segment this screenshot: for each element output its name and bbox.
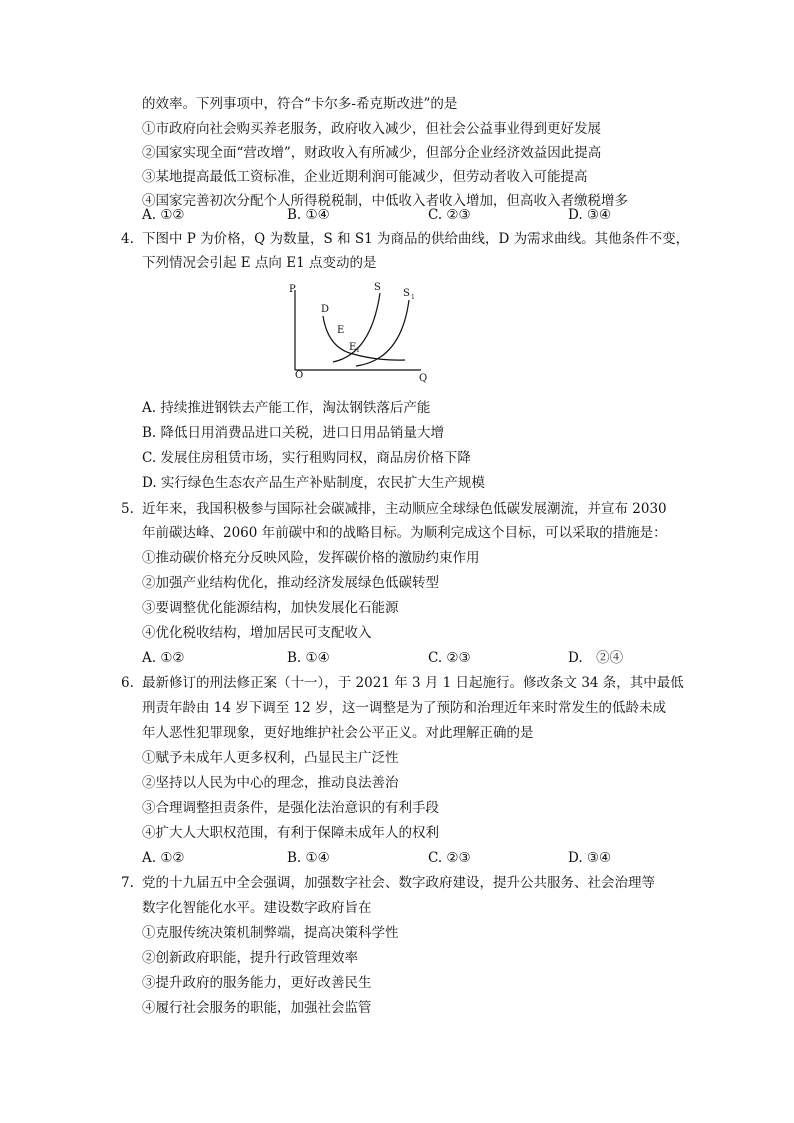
q3-option-a[interactable]: A. ①② xyxy=(142,207,185,223)
q3-item-4: ④国家完善初次分配个人所得税税制，中低收入者收入增加，但高收入者缴税增多 xyxy=(142,193,628,209)
q5-stem-line-1: 近年来，我国积极参与国际社会碳减排，主动顺应全球绿色低碳发展潮流，并宣布 2030 xyxy=(142,501,667,517)
point-label-e1: E xyxy=(349,342,357,353)
q3-option-d[interactable]: D. ③④ xyxy=(568,207,612,223)
q3-item-1: ①市政府向社会购买养老服务，政府收入减少，但社会公益事业得到更好发展 xyxy=(142,121,601,137)
q7-number: 7. xyxy=(121,875,134,891)
q6-stem-line-2: 刑责年龄由 14 岁下调至 12 岁，这一调整是为了预防和治理近年来时常发生的低龄未成 xyxy=(142,700,667,716)
q7-item-1: ①克服传统决策机制弊端，提高决策科学性 xyxy=(142,925,399,941)
q6-option-d[interactable]: D. ③④ xyxy=(568,850,612,866)
q7-item-4: ④履行社会服务的职能，加强社会监管 xyxy=(142,1000,372,1016)
q5-stem-line-2: 年前碳达峰、2060 年前碳中和的战略目标。为顺利完成这个目标，可以采取的措施是： xyxy=(142,525,667,541)
q6-option-c[interactable]: C. ②③ xyxy=(428,850,471,866)
curve-label-d: D xyxy=(321,304,330,315)
q4-option-a[interactable]: A. 持续推进钢铁去产能工作，淘汰钢铁落后产能 xyxy=(142,400,431,416)
q5-option-c[interactable]: C. ②③ xyxy=(428,650,471,666)
q6-item-4: ④扩大人大职权范围，有利于保障未成年人的权利 xyxy=(142,825,439,841)
q4-option-c[interactable]: C. 发展住房租赁市场，实行租购同权，商品房价格下降 xyxy=(142,450,471,466)
q6-item-1: ①赋予未成年人更多权利，凸显民主广泛性 xyxy=(142,750,399,766)
q3-item-2: ②国家实现全面“营改增”，财政收入有所减少，但部分企业经济效益因此提高 xyxy=(142,145,602,161)
curve-label-s1-sub: 1 xyxy=(411,294,415,301)
q3-option-b[interactable]: B. ①④ xyxy=(287,207,330,223)
q7-stem-line-1: 党的十九届五中全会强调，加强数字社会、数字政府建设，提升公共服务、社会治理等 xyxy=(142,875,655,891)
curve-label-s1: S xyxy=(403,288,410,299)
q6-stem-line-3: 年人恶性犯罪现象，更好地维护社会公平正义。对此理解正确的是 xyxy=(142,725,534,741)
q6-item-3: ③合理调整担责条件，是强化法治意识的有利手段 xyxy=(142,800,439,816)
q7-stem-line-2: 数字化智能化水平。建设数字政府旨在 xyxy=(142,900,372,916)
q5-item-4: ④优化税收结构，增加居民可支配收入 xyxy=(142,625,372,641)
q7-item-3: ③提升政府的服务能力，更好改善民生 xyxy=(142,975,372,991)
point-label-e1-sub: 1 xyxy=(356,347,360,354)
axis-label-o: O xyxy=(295,370,304,381)
q4-option-d[interactable]: D. 实行绿色生态农产品生产补贴制度，农民扩大生产规模 xyxy=(142,475,485,491)
q3-option-c[interactable]: C. ②③ xyxy=(428,207,471,223)
supply-demand-graph xyxy=(283,278,433,386)
curve-label-s: S xyxy=(374,282,381,293)
point-label-e: E xyxy=(337,325,345,336)
demand-curve-d xyxy=(323,316,405,360)
axis-label-q: Q xyxy=(419,373,428,384)
q7-item-2: ②创新政府职能，提升行政管理效率 xyxy=(142,950,358,966)
q6-stem-line-1: 最新修订的刑法修正案（十一），于 2021 年 3 月 1 日起施行。修改条文 34 条，其中最低 xyxy=(142,675,684,691)
q4-option-b[interactable]: B. 降低日用消费品进口关税，进口日用品销量大增 xyxy=(142,425,445,441)
q5-option-b[interactable]: B. ①④ xyxy=(287,650,330,666)
q6-item-2: ②坚持以人民为中心的理念，推动良法善治 xyxy=(142,775,399,791)
q4-stem-line-2: 下列情况会引起 E 点向 E1 点变动的是 xyxy=(142,255,377,271)
q6-number: 6. xyxy=(121,675,134,691)
q6-option-b[interactable]: B. ①④ xyxy=(287,850,330,866)
q4-stem-line-1: 下图中 P 为价格，Q 为数量，S 和 S1 为商品的供给曲线，D 为需求曲线。其他条件不变， xyxy=(142,231,690,247)
q5-item-3: ③要调整优化能源结构，加快发展化石能源 xyxy=(142,600,399,616)
q5-option-a[interactable]: A. ①② xyxy=(142,650,185,666)
q5-item-1: ①推动碳价格充分反映风险，发挥碳价格的激励约束作用 xyxy=(142,550,480,566)
q5-item-2: ②加强产业结构优化，推动经济发展绿色低碳转型 xyxy=(142,575,439,591)
q3-item-3: ③某地提高最低工资标准，企业近期利润可能减少，但劳动者收入可能提高 xyxy=(142,169,588,185)
q5-option-d[interactable]: D. ②④ xyxy=(568,650,624,666)
axis-label-p: P xyxy=(289,284,296,295)
q3-stem-continued: 的效率。下列事项中，符合“卡尔多-希克斯改进”的是 xyxy=(142,96,458,112)
q6-option-a[interactable]: A. ①② xyxy=(142,850,185,866)
q4-number: 4. xyxy=(121,231,134,247)
q5-number: 5. xyxy=(121,501,134,517)
